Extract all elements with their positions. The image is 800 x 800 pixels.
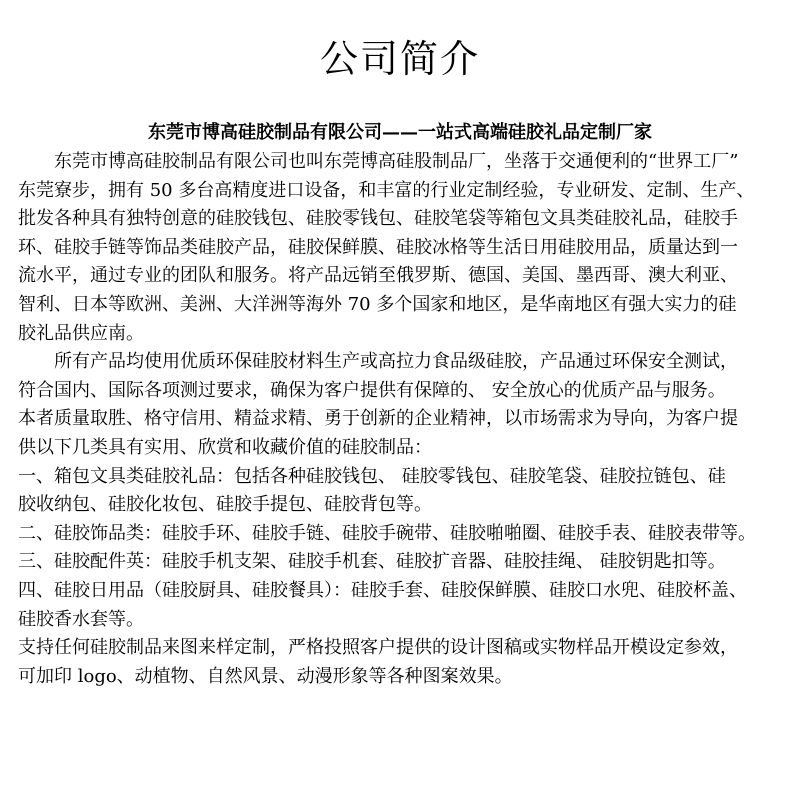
page-title: 公司简介	[319, 37, 480, 81]
text-line: 四、硅胶日用品（硅胶厨具、硅胶餐具）：硅胶手套、硅胶保鲜膜、硅胶口水兜、硅胶杯盖、	[18, 579, 747, 601]
text-line: 符合国内、国际各项测过要求，确保为客户提供有保障的、 安全放心的优质产品与服务。	[18, 379, 726, 401]
text-line: 环、硅胶手链等饰品类硅胶产品，硅胶保鲜膜、硅胶冰格等生活日用硅胶用品，质量达到一	[18, 236, 738, 258]
text-line: 东莞市博高硅胶制品有限公司也叫东莞博高硅股制品厂，坐落于交通便利的“世界工厂”	[54, 151, 739, 172]
text-line: 支持任何硅胶制品来图来样定制，严格投照客户提供的设计图稿或实物样品开模设定参效，	[18, 637, 738, 659]
company-subtitle: 东莞市博高硅胶制品有限公司——一站式高端硅胶礼品定制厂家	[148, 122, 652, 143]
text-line: 流水平，通过专业的团队和服务。将产品远销至俄罗斯、德国、美国、墨西哥、澳大利亚、	[18, 265, 738, 287]
text-line: 二、硅胶饰品类：硅胶手环、硅胶手链、硅胶手碗带、硅胶啪啪圈、硅胶手表、硅胶表带等。	[18, 522, 756, 544]
text-line: 所有产品均使用优质环保硅胶材料生产或高拉力食品级硅胶，产品通过环保安全测试，	[54, 351, 738, 373]
text-line: 智利、日本等欧洲、美洲、大洋洲等海外 70 多个国家和地区，是华南地区有强大实力的硅	[18, 293, 737, 315]
text-line: 可加印 logo、动植物、自然风景、动漫形象等各种图案效果。	[18, 665, 513, 687]
text-line: 胶收纳包、硅胶化妆包、硅胶手提包、硅胶背包等。	[18, 494, 432, 516]
text-line: 硅胶香水套等。	[18, 608, 144, 630]
text-line: 供以下几类具有实用、欣赏和收藏价值的硅胶制品：	[18, 436, 432, 458]
text-line: 本者质量取胜、格守信用、精益求精、勇于创新的企业精神，以市场需求为导向，为客户提	[18, 408, 738, 430]
company-description	[18, 148, 782, 691]
text-line: 批发各种具有独特创意的硅胶钱包、硅胶零钱包、硅胶笔袋等箱包文具类硅胶礼品，硅胶手	[18, 208, 738, 230]
text-line: 东莞寮步，拥有 50 多台高精度进口设备，和丰富的行业定制经验，专业研发、定制、生产、	[18, 179, 755, 201]
text-line: 三、硅胶配件英：硅胶手机支架、硅胶手机套、硅胶扩音器、硅胶挂绳、 硅胶钥匙扣等。	[18, 551, 726, 573]
text-line: 一、箱包文具类硅胶礼品：包括各种硅胶钱包、 硅胶零钱包、硅胶笔袋、硅胶拉链包、硅	[18, 465, 726, 487]
text-line: 胶礼品供应南。	[18, 322, 144, 344]
